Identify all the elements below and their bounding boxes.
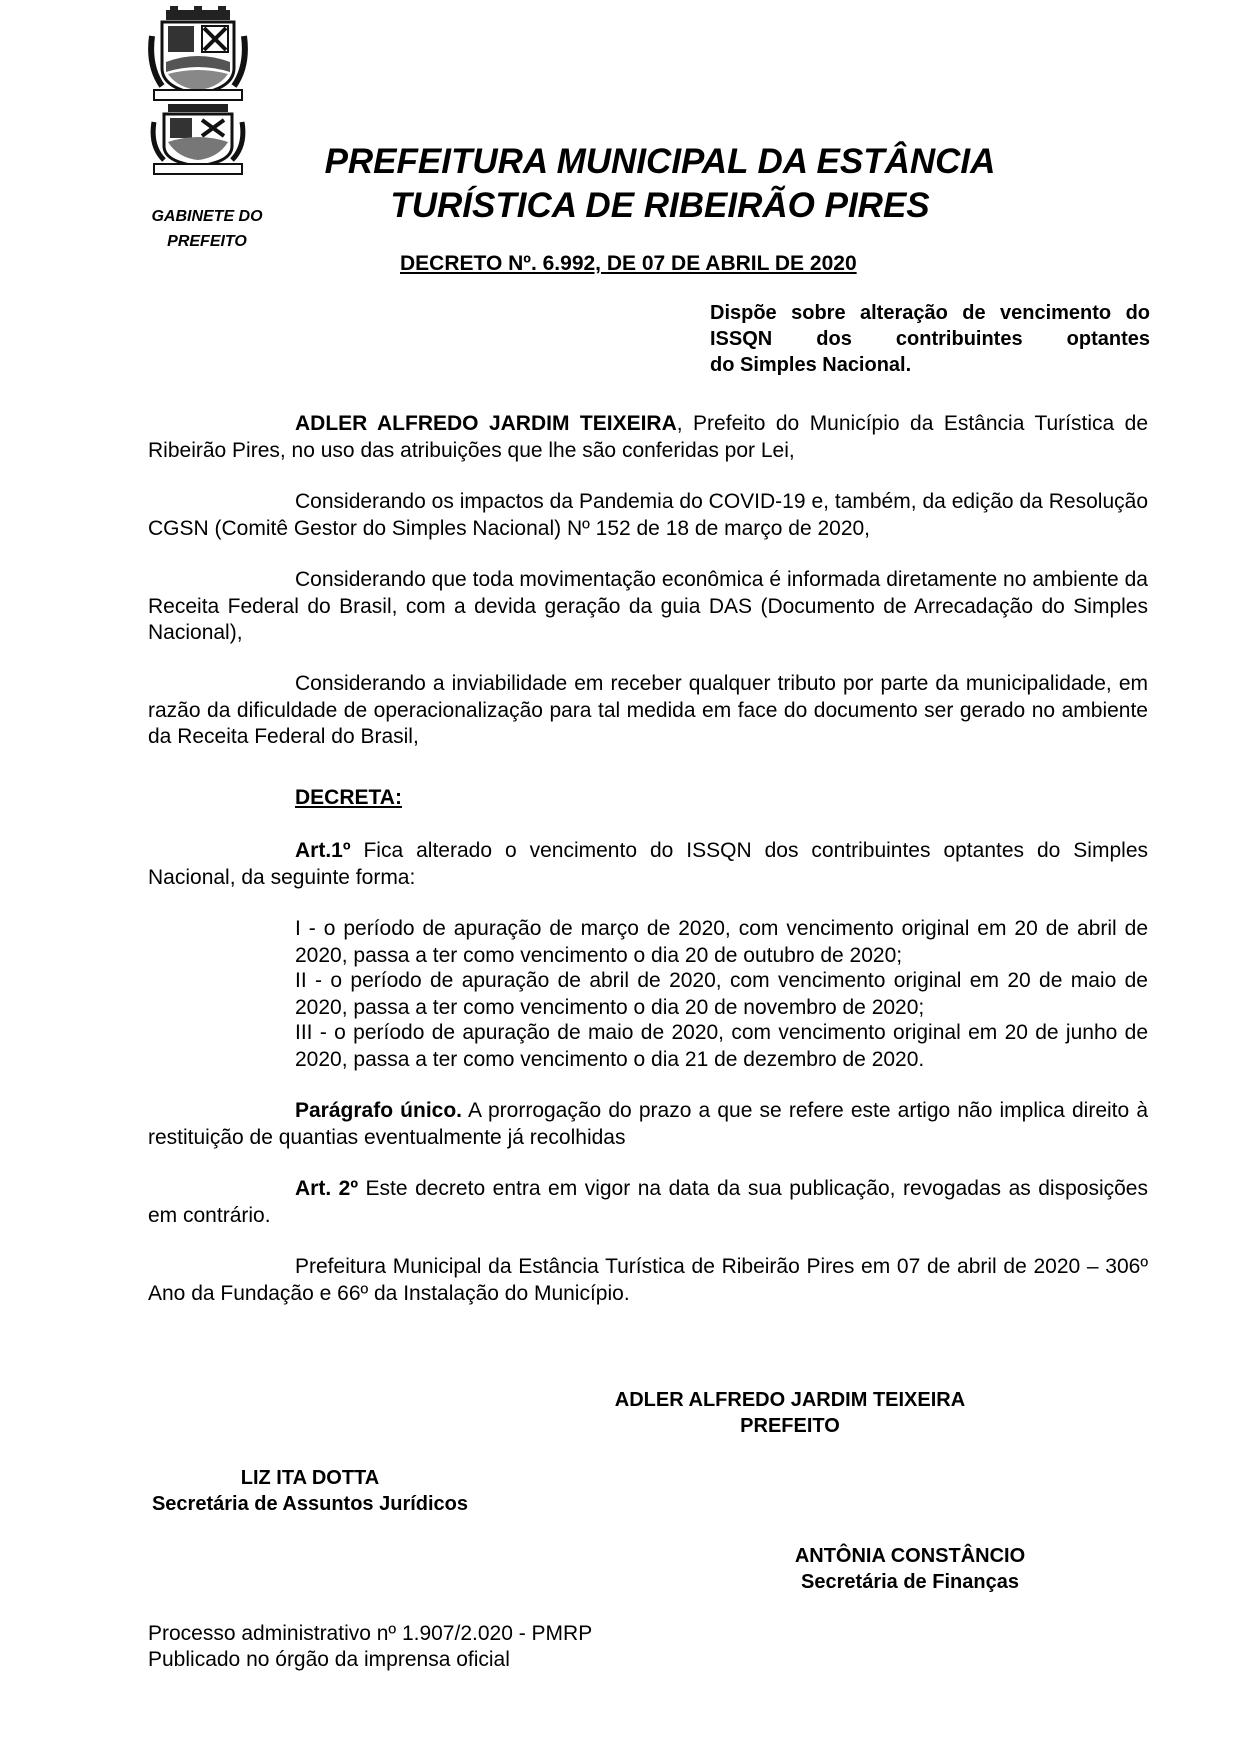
mayor-name: ADLER ALFREDO JARDIM TEIXEIRA bbox=[295, 412, 677, 435]
article-1-item-3: III - o período de apuração de maio de 2020, com vencimento original em 20 de junho de 2020, passa a ter como vencimento o dia 21 de dezembro de 2020. bbox=[295, 1021, 1148, 1071]
finance-secretary-role: Secretária de Finanças bbox=[801, 1571, 1019, 1593]
coat-of-arms-lower bbox=[153, 104, 243, 174]
office-line-1: GABINETE DO bbox=[151, 208, 263, 225]
article-1-label: Art.1º bbox=[295, 839, 351, 862]
coat-of-arms-upper bbox=[151, 6, 245, 100]
considerando-3: Considerando a inviabilidade em receber qualquer tributo por parte da municipalidade, em razão da dificuldade de operacionalização para tal medida em face do documento ser gerado no ambiente da Receita Federal do Brasil, bbox=[148, 672, 1148, 748]
article-1-item-1: I - o período de apuração de março de 2020, com vencimento original em 20 de abril de 2020, passa a ter como vencimento o dia 20 de outubro de 2020; bbox=[295, 917, 1148, 967]
mayor-signature-name: ADLER ALFREDO JARDIM TEIXEIRA bbox=[614, 1389, 966, 1411]
ementa-line-2: do ISSQN dos contribuintes optantes bbox=[710, 302, 1150, 350]
paragrafo-text: A prorrogação do prazo a que se refere este artigo não implica direito à restituição de quantias eventualmente já recolhidas bbox=[148, 1099, 1149, 1149]
article-1-text: Fica alterado o vencimento do ISSQN dos contribuintes optantes do Simples Nacional, da seguinte forma: bbox=[148, 839, 1148, 889]
preamble-text: , Prefeito do Município da Estância Turística de Ribeirão Pires, no uso das atribuições que lhe são conferidas por Lei, bbox=[148, 412, 1148, 462]
footer bbox=[148, 1621, 592, 1673]
office-line-2: PREFEITO bbox=[167, 233, 247, 250]
ementa bbox=[710, 300, 1150, 378]
ementa-line-3: do Simples Nacional. bbox=[710, 354, 912, 376]
considerando-2: Considerando que toda movimentação econômica é informada diretamente no ambiente da Receita Federal do Brasil, com a devida geração da guia DAS (Documento de Arrecadação do Simples Nacional), bbox=[148, 568, 1148, 644]
paragrafo-label: Parágrafo único. bbox=[295, 1099, 463, 1122]
title-line-2: TURÍSTICA DE RIBEIRÃO PIRES bbox=[390, 186, 930, 225]
decree-heading: DECRETO Nº. 6.992, DE 07 DE ABRIL DE 2020 bbox=[400, 252, 857, 275]
publication-note: Publicado no órgão da imprensa oficial bbox=[148, 1648, 510, 1671]
preamble-paragraph bbox=[148, 411, 1148, 464]
title-line-1: PREFEITURA MUNICIPAL DA ESTÂNCIA bbox=[324, 142, 996, 181]
finance-secretary-signature bbox=[760, 1543, 1060, 1595]
legal-secretary-role: Secretária de Assuntos Jurídicos bbox=[151, 1493, 469, 1515]
legal-secretary-signature bbox=[140, 1465, 480, 1517]
coat-of-arms-emblem bbox=[148, 6, 248, 178]
article-2 bbox=[148, 1176, 1148, 1229]
closing-paragraph: Prefeitura Municipal da Estância Turística de Ribeirão Pires em 07 de abril de 2020 – 306º Ano da Fundação e 66º da Instalação do Município. bbox=[148, 1255, 1148, 1305]
considerando-1: Considerando os impactos da Pandemia do COVID-19 e, também, da edição da Resolução CGSN (Comitê Gestor do Simples Nacional) Nº 152 de 18 de março de 2020, bbox=[148, 490, 1148, 540]
decreta-heading: DECRETA: bbox=[295, 786, 402, 809]
mayor-signature bbox=[570, 1387, 1010, 1439]
legal-secretary-name: LIZ ITA DOTTA bbox=[240, 1467, 380, 1489]
article-2-text: Este decreto entra em vigor na data da sua publicação, revogadas as disposições em contrário. bbox=[148, 1177, 1148, 1227]
article-2-label: Art. 2º bbox=[295, 1177, 359, 1200]
finance-secretary-name: ANTÔNIA CONSTÂNCIO bbox=[794, 1545, 1026, 1567]
article-1-item-2: II - o período de apuração de abril de 2020, com vencimento original em 20 de maio de 2020, passa a ter como vencimento o dia 20 de novembro de 2020; bbox=[295, 969, 1148, 1019]
ementa-line-1: Dispõe sobre alteração de vencimento bbox=[710, 302, 1112, 324]
process-number: Processo administrativo nº 1.907/2.020 - PMRP bbox=[148, 1622, 593, 1645]
paragrafo-unico bbox=[148, 1098, 1148, 1151]
article-1 bbox=[148, 838, 1148, 891]
document-title bbox=[280, 140, 1040, 228]
office-label bbox=[142, 204, 272, 254]
mayor-signature-role: PREFEITO bbox=[740, 1415, 840, 1437]
